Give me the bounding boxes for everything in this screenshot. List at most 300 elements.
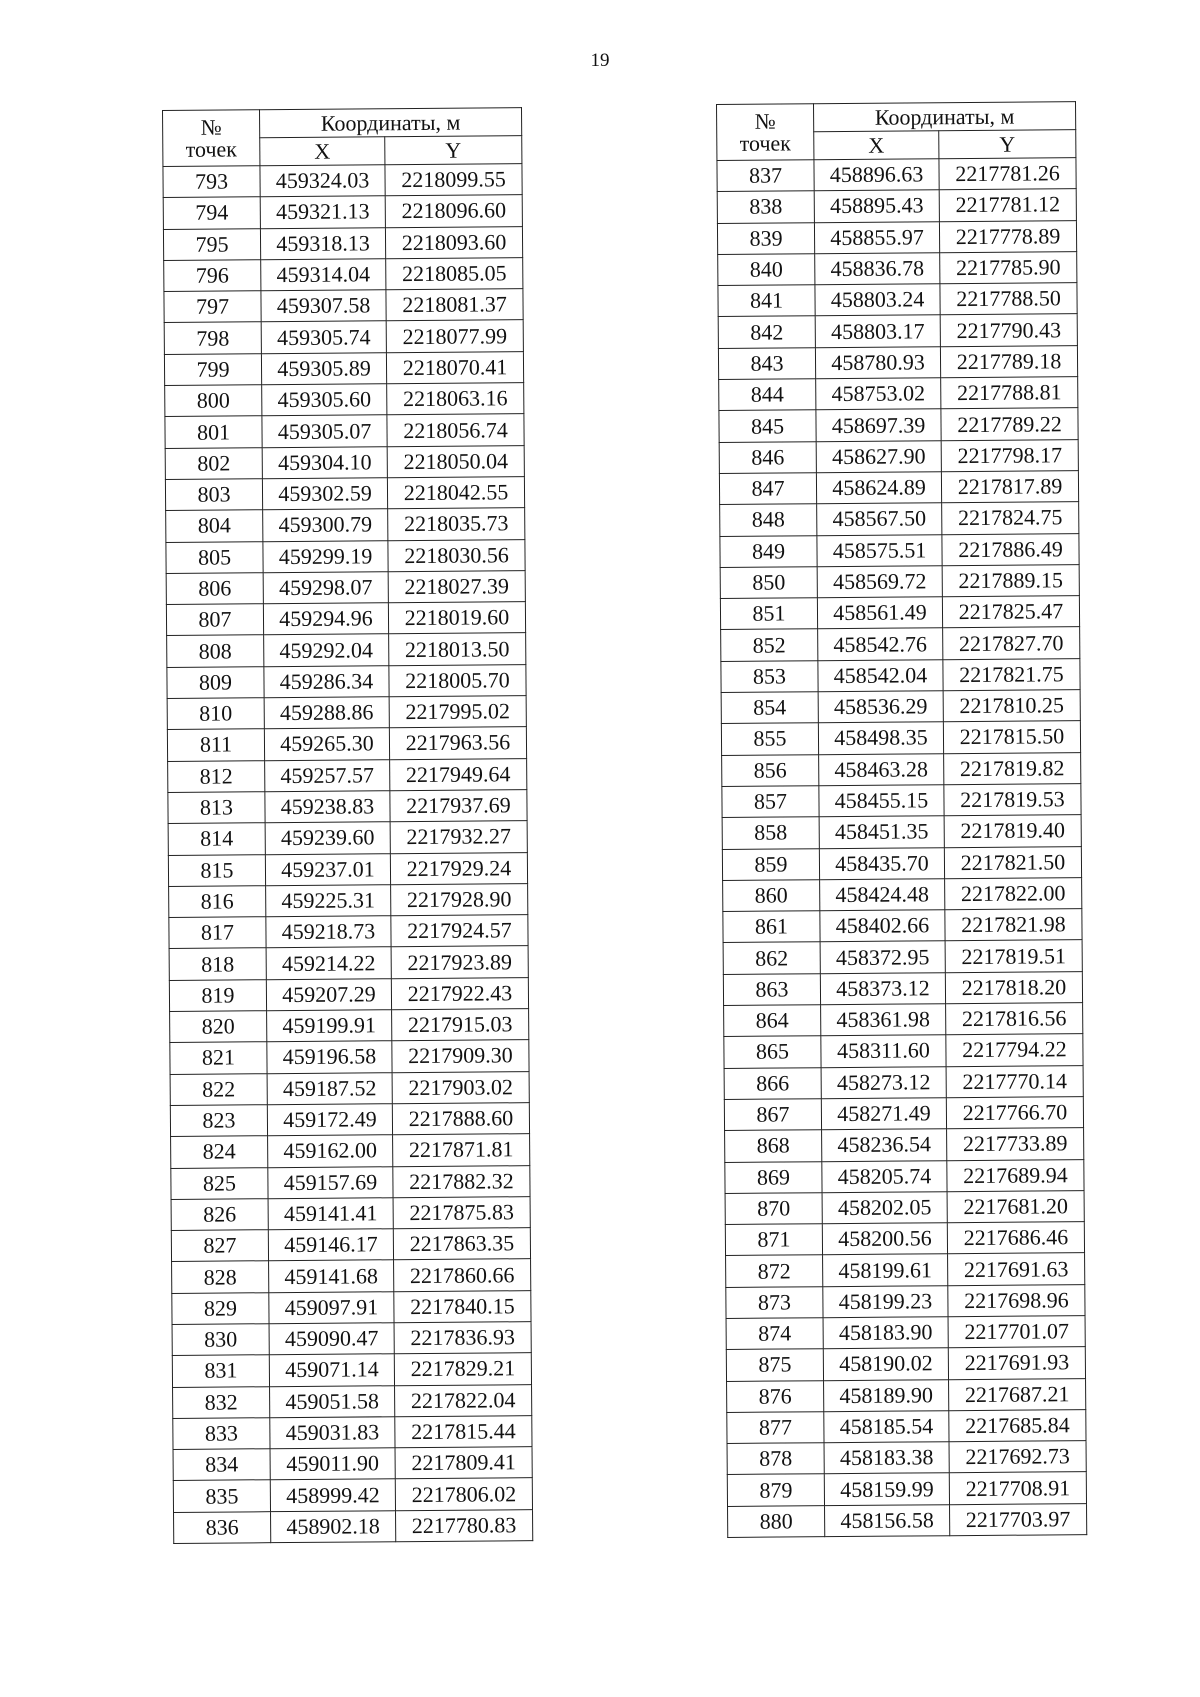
table-row [165, 414, 524, 448]
y-coordinate-cell: 2218081.37 [386, 289, 523, 321]
point-number-cell: 850 [720, 567, 817, 599]
point-number-cell: 843 [718, 348, 815, 380]
y-coordinate-cell: 2217691.93 [948, 1347, 1085, 1379]
point-number-cell: 859 [722, 848, 819, 880]
point-number-cell: 878 [727, 1443, 824, 1475]
table-row [168, 852, 527, 886]
x-coordinate-cell: 459141.68 [269, 1260, 394, 1292]
point-number-cell: 857 [722, 786, 819, 818]
y-coordinate-cell: 2217922.43 [391, 977, 528, 1009]
point-number-cell: 819 [169, 979, 266, 1011]
point-number-cell: 861 [723, 911, 820, 943]
header-y: Y [385, 136, 522, 165]
table-row [167, 633, 526, 667]
x-coordinate-cell: 459239.60 [265, 822, 390, 854]
y-coordinate-cell: 2217860.66 [394, 1259, 531, 1291]
point-number-cell: 840 [718, 254, 815, 286]
point-number-cell: 858 [722, 817, 819, 849]
table-row [167, 696, 526, 730]
table-row [167, 727, 526, 761]
y-coordinate-cell: 2217687.21 [949, 1378, 1086, 1410]
y-coordinate-cell: 2217821.98 [945, 909, 1082, 941]
x-coordinate-cell: 459141.41 [268, 1198, 393, 1230]
y-coordinate-cell: 2218077.99 [386, 320, 523, 352]
point-number-cell: 873 [726, 1286, 823, 1318]
point-number-cell: 848 [720, 504, 817, 536]
y-coordinate-cell: 2217698.96 [948, 1284, 1085, 1316]
table-row [171, 1228, 530, 1262]
point-number-cell: 835 [173, 1480, 270, 1512]
x-coordinate-cell: 459187.52 [267, 1072, 392, 1104]
x-coordinate-cell: 458498.35 [818, 722, 943, 754]
y-coordinate-cell: 2217788.50 [940, 283, 1077, 315]
table-row [725, 1128, 1084, 1162]
point-number-cell: 826 [171, 1198, 268, 1230]
x-coordinate-cell: 458402.66 [820, 910, 945, 942]
coordinates-table-right [716, 101, 1087, 1538]
table-row [723, 971, 1082, 1005]
point-number-cell: 805 [166, 541, 263, 573]
table-row [724, 1097, 1083, 1131]
point-number-cell: 815 [168, 854, 265, 886]
point-number-cell: 836 [174, 1511, 271, 1543]
point-number-cell: 844 [719, 379, 816, 411]
point-number-cell: 806 [166, 573, 263, 605]
table-row [724, 1003, 1083, 1037]
table-row [170, 1040, 529, 1074]
point-number-cell: 794 [163, 197, 260, 229]
y-coordinate-cell: 2218019.60 [388, 602, 525, 634]
x-coordinate-cell: 458697.39 [816, 409, 941, 441]
y-coordinate-cell: 2218085.05 [386, 258, 523, 290]
y-coordinate-cell: 2218005.70 [389, 664, 526, 696]
y-coordinate-cell: 2217932.27 [390, 821, 527, 853]
point-number-cell: 862 [723, 942, 820, 974]
header-y: Y [939, 130, 1076, 159]
point-number-cell: 842 [718, 316, 815, 348]
point-number-cell: 841 [718, 285, 815, 317]
header-point-number [717, 104, 814, 161]
point-number-cell: 864 [724, 1005, 821, 1037]
y-coordinate-cell: 2217825.47 [942, 596, 1079, 628]
x-coordinate-cell: 459031.83 [270, 1417, 395, 1449]
point-number-cell: 833 [173, 1418, 270, 1450]
table-row [725, 1222, 1084, 1256]
x-coordinate-cell: 459071.14 [269, 1354, 394, 1386]
x-coordinate-cell: 459146.17 [268, 1229, 393, 1261]
x-coordinate-cell: 459238.83 [265, 791, 390, 823]
point-number-cell: 804 [166, 510, 263, 542]
table-row [721, 658, 1080, 692]
table-row [171, 1196, 530, 1230]
point-number-cell: 812 [168, 760, 265, 792]
table-row [720, 565, 1079, 599]
point-number-cell: 829 [172, 1292, 269, 1324]
x-coordinate-cell: 459218.73 [266, 916, 391, 948]
table-row [725, 1190, 1084, 1224]
x-coordinate-cell: 459305.74 [261, 321, 386, 353]
header-x: X [260, 137, 385, 166]
x-coordinate-cell: 458536.29 [818, 691, 943, 723]
point-number-cell: 851 [720, 598, 817, 630]
point-number-cell: 813 [168, 792, 265, 824]
table-row [726, 1284, 1085, 1318]
header-points: точек [185, 135, 238, 162]
x-coordinate-cell: 458902.18 [271, 1510, 396, 1542]
x-coordinate-cell: 459162.00 [268, 1135, 393, 1167]
table-row [165, 383, 524, 417]
point-number-cell: 810 [167, 698, 264, 730]
y-coordinate-cell: 2217809.41 [395, 1447, 532, 1479]
x-coordinate-cell: 458199.23 [823, 1285, 948, 1317]
x-coordinate-cell: 458542.76 [818, 628, 943, 660]
point-number-cell: 867 [724, 1099, 821, 1131]
y-coordinate-cell: 2217781.12 [939, 189, 1076, 221]
y-coordinate-cell: 2217915.03 [392, 1009, 529, 1041]
x-coordinate-cell: 459321.13 [260, 196, 385, 228]
table-row [725, 1159, 1084, 1193]
point-number-cell: 801 [165, 416, 262, 448]
y-coordinate-cell: 2218013.50 [389, 633, 526, 665]
header-coordinates: Координаты, м [260, 108, 522, 138]
table-row [173, 1384, 532, 1418]
x-coordinate-cell: 459196.58 [267, 1041, 392, 1073]
x-coordinate-cell: 458455.15 [819, 785, 944, 817]
y-coordinate-cell: 2217889.15 [942, 565, 1079, 597]
point-number-cell: 869 [725, 1161, 822, 1193]
point-number-cell: 838 [717, 191, 814, 223]
table-row [721, 690, 1080, 724]
table-row [720, 502, 1079, 536]
y-coordinate-cell: 2217929.24 [390, 852, 527, 884]
x-coordinate-cell: 458895.43 [814, 190, 939, 222]
x-coordinate-cell: 459304.10 [262, 446, 387, 478]
table-row [164, 258, 523, 292]
x-coordinate-cell: 458561.49 [817, 597, 942, 629]
x-coordinate-cell: 458575.51 [817, 534, 942, 566]
table-row [173, 1478, 532, 1512]
point-number-cell: 860 [723, 880, 820, 912]
table-row [167, 664, 526, 698]
y-coordinate-cell: 2217681.20 [947, 1190, 1084, 1222]
point-number-cell: 852 [721, 629, 818, 661]
x-coordinate-cell: 459214.22 [266, 947, 391, 979]
table-row [168, 790, 527, 824]
table-row [720, 596, 1079, 630]
table-row [169, 915, 528, 949]
x-coordinate-cell: 458183.38 [824, 1442, 949, 1474]
x-coordinate-cell: 458463.28 [819, 753, 944, 785]
x-coordinate-cell: 458836.78 [815, 253, 940, 285]
table-row [723, 940, 1082, 974]
table-row [169, 977, 528, 1011]
x-coordinate-cell: 459305.60 [262, 384, 387, 416]
y-coordinate-cell: 2217816.56 [946, 1003, 1083, 1035]
x-coordinate-cell: 459307.58 [261, 290, 386, 322]
x-coordinate-cell: 459090.47 [269, 1323, 394, 1355]
y-coordinate-cell: 2217703.97 [950, 1503, 1087, 1535]
table-row [171, 1134, 530, 1168]
y-coordinate-cell: 2217840.15 [394, 1290, 531, 1322]
y-coordinate-cell: 2217819.40 [944, 815, 1081, 847]
x-coordinate-cell: 459288.86 [264, 697, 389, 729]
y-coordinate-cell: 2217770.14 [946, 1065, 1083, 1097]
y-coordinate-cell: 2217701.07 [948, 1316, 1085, 1348]
table-body-right [717, 158, 1087, 1538]
table-row [163, 226, 522, 260]
y-coordinate-cell: 2217778.89 [939, 220, 1076, 252]
y-coordinate-cell: 2217863.35 [393, 1228, 530, 1260]
point-number-cell: 811 [167, 729, 264, 761]
point-number-cell: 827 [171, 1230, 268, 1262]
y-coordinate-cell: 2217785.90 [940, 252, 1077, 284]
point-number-cell: 800 [165, 385, 262, 417]
y-coordinate-cell: 2217815.50 [943, 721, 1080, 753]
x-coordinate-cell: 458855.97 [814, 221, 939, 253]
y-coordinate-cell: 2217949.64 [390, 758, 527, 790]
table-row [164, 289, 523, 323]
y-coordinate-cell: 2217903.02 [392, 1071, 529, 1103]
point-number-cell: 879 [727, 1474, 824, 1506]
x-coordinate-cell: 459286.34 [264, 665, 389, 697]
point-number-cell: 799 [164, 354, 261, 386]
x-coordinate-cell: 458273.12 [821, 1066, 946, 1098]
table-row [173, 1447, 532, 1481]
x-coordinate-cell: 459097.91 [269, 1291, 394, 1323]
point-number-cell: 809 [167, 666, 264, 698]
x-coordinate-cell: 458199.61 [823, 1254, 948, 1286]
y-coordinate-cell: 2217909.30 [392, 1040, 529, 1072]
table-row [727, 1472, 1086, 1506]
y-coordinate-cell: 2218050.04 [387, 445, 524, 477]
y-coordinate-cell: 2217822.04 [395, 1384, 532, 1416]
table-row [726, 1253, 1085, 1287]
table-row [718, 345, 1077, 379]
point-number-cell: 828 [172, 1261, 269, 1293]
x-coordinate-cell: 459157.69 [268, 1166, 393, 1198]
x-coordinate-cell: 459302.59 [262, 478, 387, 510]
point-number-cell: 803 [165, 479, 262, 511]
table-row [172, 1322, 531, 1356]
x-coordinate-cell: 459300.79 [263, 509, 388, 541]
table-row [719, 439, 1078, 473]
page-number: 19 [590, 50, 610, 71]
table-row [163, 164, 522, 198]
header-no-symbol: № [200, 114, 222, 140]
y-coordinate-cell: 2217824.75 [942, 502, 1079, 534]
x-coordinate-cell: 459237.01 [265, 853, 390, 885]
y-coordinate-cell: 2217685.84 [949, 1410, 1086, 1442]
point-number-cell: 868 [725, 1130, 822, 1162]
point-number-cell: 796 [164, 260, 261, 292]
header-no-symbol: № [754, 108, 776, 134]
table-row [718, 314, 1077, 348]
point-number-cell: 824 [171, 1136, 268, 1168]
table-row [173, 1416, 532, 1450]
x-coordinate-cell: 459051.58 [270, 1385, 395, 1417]
table-row [722, 846, 1081, 880]
table-row [166, 539, 525, 573]
x-coordinate-cell: 458361.98 [821, 1004, 946, 1036]
point-number-cell: 866 [724, 1067, 821, 1099]
x-coordinate-cell: 458189.90 [824, 1379, 949, 1411]
table-row [163, 195, 522, 229]
table-row [165, 477, 524, 511]
point-number-cell: 854 [721, 692, 818, 724]
table-row [719, 471, 1078, 505]
table-row [169, 883, 528, 917]
y-coordinate-cell: 2218042.55 [387, 477, 524, 509]
y-coordinate-cell: 2217963.56 [389, 727, 526, 759]
x-coordinate-cell: 459225.31 [266, 885, 391, 917]
x-coordinate-cell: 458780.93 [815, 347, 940, 379]
table-row [168, 758, 527, 792]
table-row [170, 1071, 529, 1105]
table-row [724, 1065, 1083, 1099]
point-number-cell: 865 [724, 1036, 821, 1068]
x-coordinate-cell: 459318.13 [260, 227, 385, 259]
point-number-cell: 798 [164, 322, 261, 354]
y-coordinate-cell: 2217794.22 [946, 1034, 1083, 1066]
table-row [164, 351, 523, 385]
y-coordinate-cell: 2218056.74 [387, 414, 524, 446]
table-row [717, 189, 1076, 223]
y-coordinate-cell: 2217790.43 [940, 314, 1077, 346]
y-coordinate-cell: 2217789.18 [940, 345, 1077, 377]
x-coordinate-cell: 459324.03 [260, 165, 385, 197]
point-number-cell: 820 [170, 1011, 267, 1043]
table-row [169, 946, 528, 980]
point-number-cell: 847 [719, 473, 816, 505]
y-coordinate-cell: 2217928.90 [391, 883, 528, 915]
y-coordinate-cell: 2217882.32 [393, 1165, 530, 1197]
table-row [717, 158, 1076, 192]
table-row [166, 571, 525, 605]
x-coordinate-cell: 458183.90 [823, 1317, 948, 1349]
point-number-cell: 853 [721, 660, 818, 692]
y-coordinate-cell: 2217871.81 [393, 1134, 530, 1166]
x-coordinate-cell: 458999.42 [270, 1479, 395, 1511]
y-coordinate-cell: 2217827.70 [943, 627, 1080, 659]
y-coordinate-cell: 2218096.60 [385, 195, 522, 227]
x-coordinate-cell: 458185.54 [824, 1411, 949, 1443]
table-row [172, 1290, 531, 1324]
point-number-cell: 831 [172, 1355, 269, 1387]
y-coordinate-cell: 2217836.93 [394, 1322, 531, 1354]
x-coordinate-cell: 458200.56 [822, 1223, 947, 1255]
y-coordinate-cell: 2218099.55 [385, 164, 522, 196]
x-coordinate-cell: 458896.63 [814, 159, 939, 191]
header-point-number [163, 110, 260, 167]
point-number-cell: 795 [163, 228, 260, 260]
point-number-cell: 839 [717, 222, 814, 254]
y-coordinate-cell: 2217937.69 [390, 790, 527, 822]
table-body-left [163, 164, 533, 1544]
point-number-cell: 814 [168, 823, 265, 855]
x-coordinate-cell: 458190.02 [823, 1348, 948, 1380]
point-number-cell: 816 [169, 886, 266, 918]
x-coordinate-cell: 458311.60 [821, 1035, 946, 1067]
y-coordinate-cell: 2217789.22 [941, 408, 1078, 440]
y-coordinate-cell: 2217733.89 [947, 1128, 1084, 1160]
point-number-cell: 817 [169, 917, 266, 949]
y-coordinate-cell: 2217691.63 [948, 1253, 1085, 1285]
table-row [719, 408, 1078, 442]
header-x: X [814, 131, 939, 160]
x-coordinate-cell: 458156.58 [825, 1504, 950, 1536]
x-coordinate-cell: 458202.05 [822, 1192, 947, 1224]
x-coordinate-cell: 458424.48 [820, 879, 945, 911]
coordinates-table-left [162, 107, 533, 1544]
point-number-cell: 876 [727, 1380, 824, 1412]
x-coordinate-cell: 458569.72 [817, 566, 942, 598]
point-number-cell: 802 [165, 447, 262, 479]
x-coordinate-cell: 458236.54 [822, 1129, 947, 1161]
x-coordinate-cell: 458271.49 [821, 1098, 946, 1130]
point-number-cell: 855 [721, 723, 818, 755]
point-number-cell: 825 [171, 1167, 268, 1199]
table-row [727, 1441, 1086, 1475]
table-row [720, 533, 1079, 567]
x-coordinate-cell: 458435.70 [819, 847, 944, 879]
x-coordinate-cell: 459172.49 [267, 1104, 392, 1136]
y-coordinate-cell: 2217708.91 [949, 1472, 1086, 1504]
y-coordinate-cell: 2217822.00 [945, 877, 1082, 909]
y-coordinate-cell: 2217819.51 [945, 940, 1082, 972]
x-coordinate-cell: 458803.17 [815, 315, 940, 347]
x-coordinate-cell: 458542.04 [818, 659, 943, 691]
point-number-cell: 822 [170, 1073, 267, 1105]
y-coordinate-cell: 2217689.94 [947, 1159, 1084, 1191]
point-number-cell: 880 [728, 1505, 825, 1537]
x-coordinate-cell: 459257.57 [265, 759, 390, 791]
y-coordinate-cell: 2218070.41 [386, 351, 523, 383]
point-number-cell: 818 [169, 948, 266, 980]
y-coordinate-cell: 2218030.56 [388, 539, 525, 571]
y-coordinate-cell: 2217780.83 [396, 1509, 533, 1541]
table-row [722, 784, 1081, 818]
x-coordinate-cell: 459294.96 [263, 603, 388, 635]
table-row [723, 909, 1082, 943]
x-coordinate-cell: 458205.74 [822, 1160, 947, 1192]
table-row [724, 1034, 1083, 1068]
table-row [166, 602, 525, 636]
x-coordinate-cell: 459305.07 [262, 415, 387, 447]
y-coordinate-cell: 2218027.39 [388, 571, 525, 603]
point-number-cell: 821 [170, 1042, 267, 1074]
header-points: точек [739, 129, 792, 156]
y-coordinate-cell: 2217788.81 [941, 377, 1078, 409]
table-row [727, 1410, 1086, 1444]
x-coordinate-cell: 459011.90 [270, 1448, 395, 1480]
x-coordinate-cell: 458451.35 [819, 816, 944, 848]
table-row [717, 220, 1076, 254]
table-row [166, 508, 525, 542]
x-coordinate-cell: 459207.29 [266, 978, 391, 1010]
y-coordinate-cell: 2217829.21 [394, 1353, 531, 1385]
table-row [164, 320, 523, 354]
y-coordinate-cell: 2217821.75 [943, 658, 1080, 690]
point-number-cell: 837 [717, 160, 814, 192]
y-coordinate-cell: 2217875.83 [393, 1196, 530, 1228]
y-coordinate-cell: 2217686.46 [947, 1222, 1084, 1254]
table-row [726, 1316, 1085, 1350]
point-number-cell: 872 [726, 1255, 823, 1287]
x-coordinate-cell: 458753.02 [816, 378, 941, 410]
x-coordinate-cell: 459265.30 [264, 728, 389, 760]
y-coordinate-cell: 2217815.44 [395, 1416, 532, 1448]
table-row [719, 377, 1078, 411]
